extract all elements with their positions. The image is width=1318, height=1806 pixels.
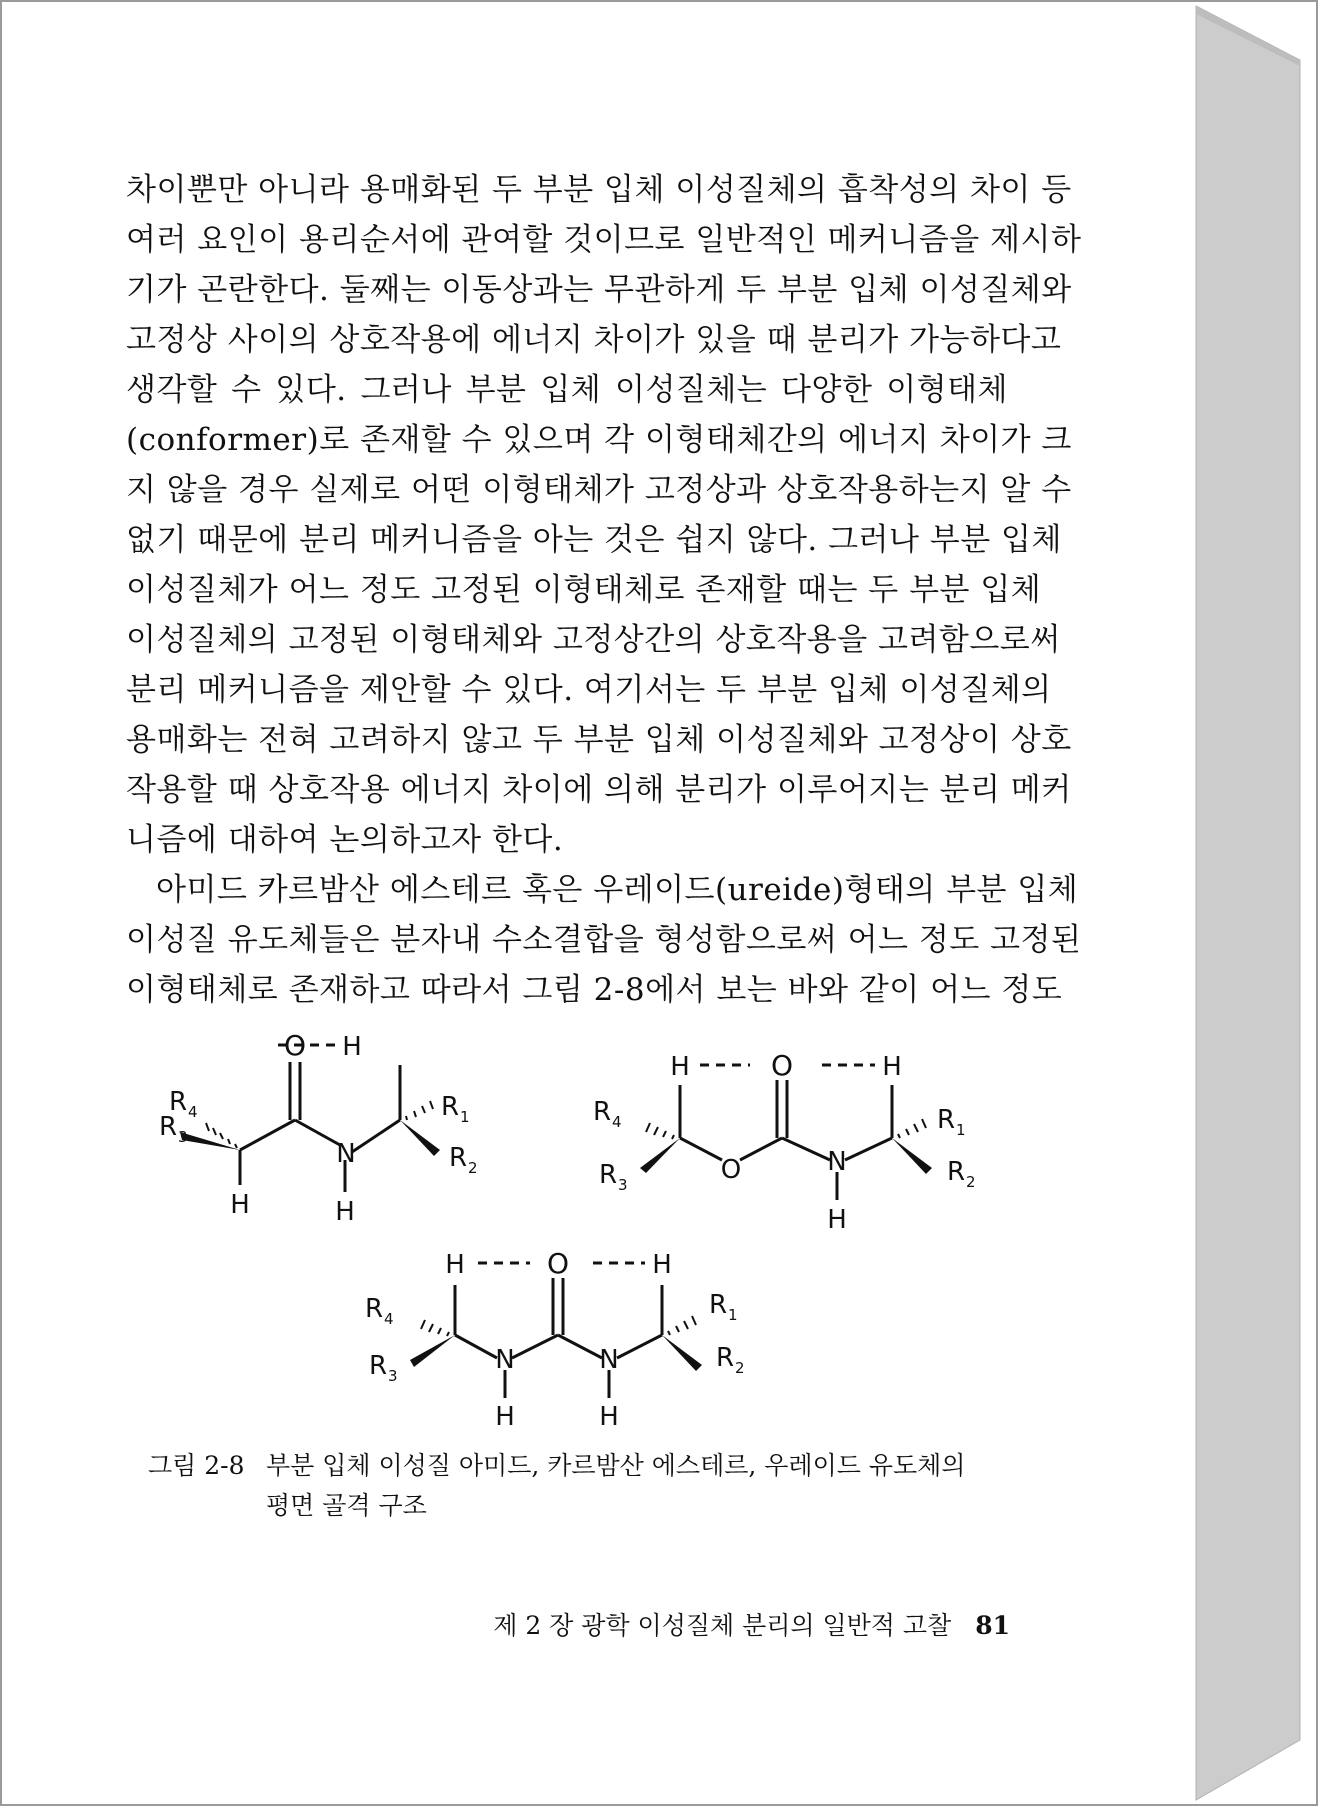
text-line: (conformer)로 존재할 수 있으며 각 이형태체간의 에너지 차이가 크: [126, 422, 1072, 458]
text-line: 용매화는 전혀 고려하지 않고 두 부분 입체 이성질체와 고정상이 상호: [126, 722, 1072, 758]
caption-line: 평면 골격 구조: [266, 1491, 427, 1520]
amide-structure: [159, 1029, 478, 1227]
atom-label: O: [720, 1155, 742, 1185]
atom-label: H: [495, 1402, 515, 1432]
atom-label: H: [335, 1197, 355, 1227]
atom-subscript: 2: [468, 1159, 478, 1177]
text-line: 이성질 유도체들은 분자내 수소결합을 형성함으로써 어느 정도 고정된: [126, 922, 1082, 958]
text-line: 기가 곤란한다. 둘째는 이동상과는 무관하게 두 부분 입체 이성질체와: [126, 272, 1072, 308]
text-line: 여러 요인이 용리순서에 관여할 것이므로 일반적인 메커니즘을 제시하: [126, 222, 1082, 258]
atom-subscript: 3: [618, 1176, 628, 1194]
atom-subscript: 4: [612, 1113, 622, 1131]
text-line: 지 않을 경우 실제로 어떤 이형태체가 고정상과 상호작용하는지 알 수: [126, 472, 1072, 508]
text-line: 니즘에 대하여 논의하고자 한다.: [126, 822, 564, 858]
atom-label: R: [168, 1087, 188, 1117]
atom-label: N: [599, 1345, 619, 1375]
running-footer: [450, 1606, 1010, 1642]
caption-line: 부분 입체 이성질 아미드, 카르밤산 에스테르, 우레이드 유도체의: [266, 1451, 966, 1480]
atom-subscript: 3: [178, 1128, 188, 1146]
atom-label: R: [448, 1143, 468, 1173]
atom-label: N: [336, 1139, 356, 1169]
body-text: [126, 165, 1082, 1015]
atom-label: H: [445, 1250, 465, 1280]
atom-subscript: 2: [966, 1173, 976, 1191]
atom-label: R: [364, 1294, 384, 1324]
atom-subscript: 1: [460, 1108, 470, 1126]
atom-subscript: 4: [384, 1310, 394, 1328]
atom-label: O: [283, 1029, 307, 1062]
atom-subscript: 1: [728, 1306, 738, 1324]
figure-structures: [140, 1020, 1020, 1440]
text-line: 고정상 사이의 상호작용에 에너지 차이가 있을 때 분리가 가능하다고: [126, 322, 1062, 358]
atom-label: R: [715, 1343, 735, 1373]
atom-subscript: 1: [956, 1121, 966, 1139]
atom-label: R: [440, 1092, 460, 1122]
text-line: 분리 메커니즘을 제안할 수 있다. 여기서는 두 부분 입체 이성질체의: [126, 672, 1052, 708]
atom-label: R: [368, 1351, 388, 1381]
atom-subscript: 2: [735, 1359, 745, 1377]
atom-label: H: [599, 1402, 619, 1432]
text-line: 아미드 카르밤산 에스테르 혹은 우레이드(ureide)형태의 부분 입체: [156, 872, 1079, 908]
atom-label: R: [936, 1105, 956, 1135]
atom-label: H: [882, 1052, 902, 1082]
ureide-structure: [365, 1247, 745, 1432]
chapter-title: 제 2 장 광학 이성질체 분리의 일반적 고찰: [493, 1611, 952, 1640]
page-number: 81: [975, 1611, 1010, 1640]
caption-label: 그림 2-8: [148, 1451, 245, 1480]
atom-label: H: [827, 1205, 847, 1235]
text-line: 차이뿐만 아니라 용매화된 두 부분 입체 이성질체의 흡착성의 차이 등: [126, 172, 1072, 208]
text-line: 이형태체로 존재하고 따라서 그림 2-8에서 보는 바와 같이 어느 정도: [126, 972, 1063, 1008]
atom-label: R: [598, 1160, 618, 1190]
atom-label: O: [546, 1247, 570, 1280]
carbamate-structure: [593, 1049, 976, 1235]
text-line: 이성질체가 어느 정도 고정된 이형태체로 존재할 때는 두 부분 입체: [126, 572, 1042, 608]
atom-label: H: [652, 1250, 672, 1280]
atom-label: N: [495, 1345, 515, 1375]
atom-subscript: 4: [188, 1103, 198, 1121]
figure-caption: [148, 1446, 1008, 1526]
atom-label: R: [946, 1157, 966, 1187]
atom-label: R: [708, 1290, 728, 1320]
atom-label: H: [230, 1190, 250, 1220]
atom-subscript: 3: [388, 1367, 398, 1385]
atom-label: R: [592, 1097, 612, 1127]
text-line: 생각할 수 있다. 그러나 부분 입체 이성질체는 다양한 이형태체: [126, 372, 1008, 408]
text-line: 작용할 때 상호작용 에너지 차이에 의해 분리가 이루어지는 분리 메커: [126, 772, 1072, 808]
text-line: 없기 때문에 분리 메커니즘을 아는 것은 쉽지 않다. 그러나 부분 입체: [126, 522, 1062, 558]
atom-label: O: [770, 1049, 794, 1082]
atom-label: H: [670, 1052, 690, 1082]
atom-label: H: [342, 1032, 362, 1062]
atom-label: R: [158, 1112, 178, 1142]
text-line: 이성질체의 고정된 이형태체와 고정상간의 상호작용을 고려함으로써: [126, 622, 1061, 658]
atom-label: N: [827, 1147, 847, 1177]
